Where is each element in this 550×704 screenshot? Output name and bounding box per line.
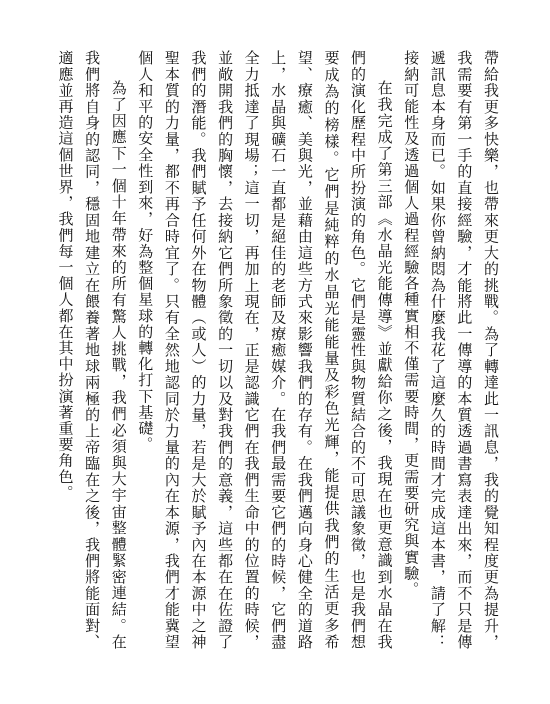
- body-text-vertical: [34, 50, 504, 650]
- paragraph-1: 帶給我更多快樂，也帶來更大的挑戰。為了轉達此一訊息，我的覺知程度更為提升，我需要有第一手的直接經驗，才能將此一傳導的本質透過書寫表達出來，而不只是傳遞訊息本身而已。如果你曾納悶為什麼我花了這麼久的時間才完成這本書，請了解：接納可能性及透過個人過程經驗各種實相不僅需要時間，更需要研究與實驗。: [402, 50, 500, 650]
- paragraph-3: 為了因應下一個十年帶來的所有驚人挑戰，我們必須與大宇宙整體緊密連結。在我們將自身的認同，穩固地建立在餵養著地球兩極的上帝臨在之後，我們將能面對、適應並再造這個世界，我們每一個人都在其中扮演著重要角色。: [56, 50, 128, 650]
- paragraph-2: 在我完成了第三部《水晶光能傳導》並獻給你之後，我現在也更意識到水晶在我們的演化歷程中所扮演的角色。它們是靈性與物質結合的不可思議象徵，也是我們想要成為的榜樣。它們是純粹的水晶光能能量及彩色光輝，能提供我們的生活更多希望、療癒、美與光，並藉由這些方式來影響我們的存有。在我們邁向身心健全的道路上，水晶與礦石一直都是絕佳的老師及療癒媒介。在我們最需要它們的時候，它們盡全力抵達了現場；這一切，再加上現在，正是認識它們在我們生命中的位置的時候，並敞開我們的胸懷，去接納它們所象徵的一切以及對我們的意義，這些都在在佐證了我們的潛能。我們賦予任何外在物體（或人）的力量，若是大於賦予內在本源中之神聖本質的力量，都不再合時宜了。只有全然地認同於力量的內在本源，我們才能冀望個人和平的安全性到來，好為整個星球的轉化打下基礎。: [136, 50, 394, 650]
